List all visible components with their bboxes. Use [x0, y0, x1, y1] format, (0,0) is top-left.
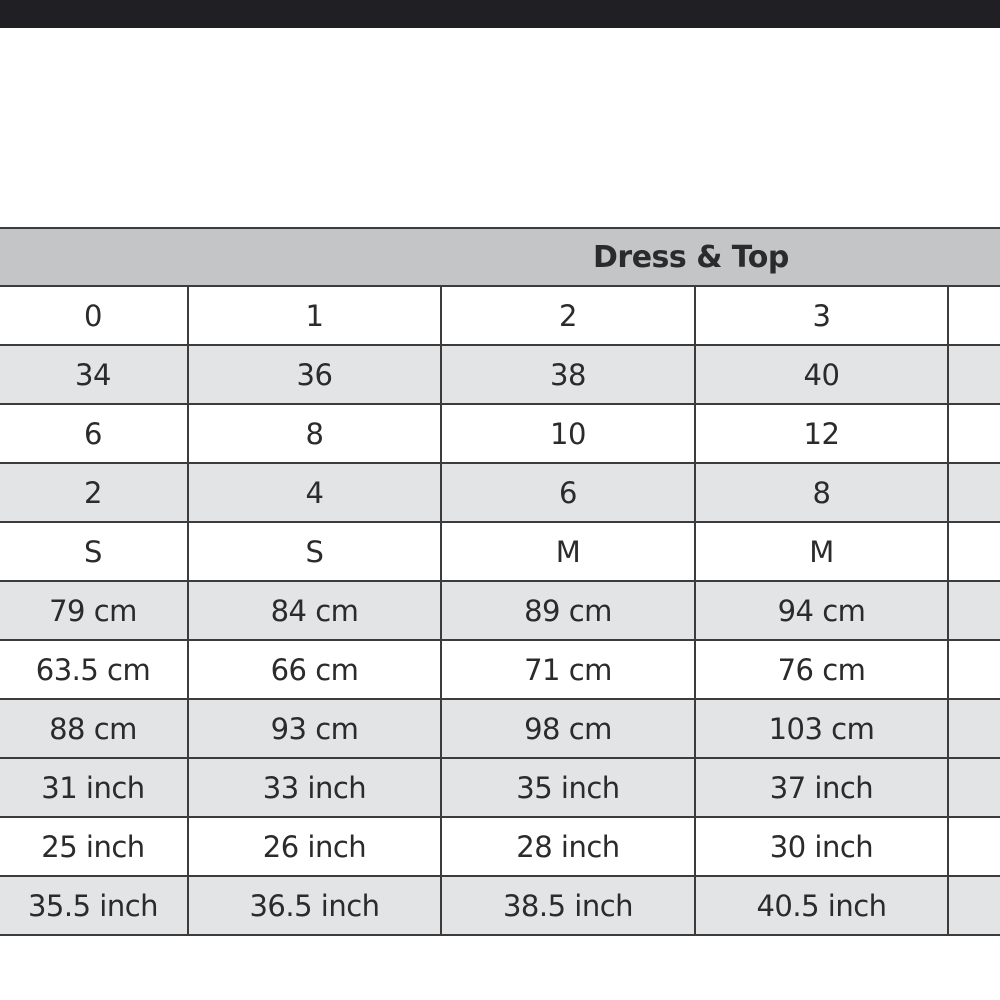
table-cell: 76 cm — [695, 640, 948, 699]
table-header-dress-top: Dress & Top — [0, 228, 1000, 286]
table-cell: M — [441, 522, 695, 581]
table-cell: 88 cm — [0, 699, 188, 758]
table-cell: 3 — [695, 286, 948, 345]
table-cell: 0 — [0, 286, 188, 345]
table-cell: 8 — [695, 463, 948, 522]
table-cell: 36 — [188, 345, 441, 404]
table-cell: 35.5 inch — [0, 876, 188, 935]
table-cell: 2 — [0, 463, 188, 522]
table-cell: S — [188, 522, 441, 581]
table-cell — [948, 758, 1000, 817]
table-cell: 34 — [0, 345, 188, 404]
table-cell: 40.5 inch — [695, 876, 948, 935]
table-cell: 40 — [695, 345, 948, 404]
table-cell: 30 inch — [695, 817, 948, 876]
table-cell: 4 — [188, 463, 441, 522]
table-cell: 93 cm — [188, 699, 441, 758]
table-cell: 98 cm — [441, 699, 695, 758]
table-cell: 6 — [0, 404, 188, 463]
table-cell: 31 inch — [0, 758, 188, 817]
table-row — [0, 345, 1000, 404]
table-row — [0, 876, 1000, 935]
table-row — [0, 522, 1000, 581]
table-cell: 8 — [188, 404, 441, 463]
table-cell: 25 inch — [0, 817, 188, 876]
table-cell: 103 cm — [695, 699, 948, 758]
table-row — [0, 581, 1000, 640]
table-cell: 38.5 inch — [441, 876, 695, 935]
table-cell: 33 inch — [188, 758, 441, 817]
table-cell: 84 cm — [188, 581, 441, 640]
table-cell: 63.5 cm — [0, 640, 188, 699]
table-cell: 71 cm — [441, 640, 695, 699]
table-cell — [948, 640, 1000, 699]
table-cell — [948, 581, 1000, 640]
table-cell — [948, 876, 1000, 935]
table-cell: 10 — [441, 404, 695, 463]
table-cell — [948, 522, 1000, 581]
table-cell: 6 — [441, 463, 695, 522]
table-cell: 38 — [441, 345, 695, 404]
table-cell: M — [695, 522, 948, 581]
table-cell — [948, 345, 1000, 404]
size-table — [0, 227, 1000, 936]
table-cell: 1 — [188, 286, 441, 345]
table-cell: 28 inch — [441, 817, 695, 876]
table-row — [0, 286, 1000, 345]
table-cell: 35 inch — [441, 758, 695, 817]
table-cell — [948, 404, 1000, 463]
table-cell: 94 cm — [695, 581, 948, 640]
table-cell: 79 cm — [0, 581, 188, 640]
table-cell — [948, 463, 1000, 522]
table-row — [0, 699, 1000, 758]
table-cell — [948, 817, 1000, 876]
table-cell — [948, 286, 1000, 345]
table-row — [0, 463, 1000, 522]
table-row — [0, 404, 1000, 463]
table-row — [0, 817, 1000, 876]
table-cell: 89 cm — [441, 581, 695, 640]
size-chart — [0, 227, 1000, 936]
table-cell: 66 cm — [188, 640, 441, 699]
table-row — [0, 640, 1000, 699]
table-cell: S — [0, 522, 188, 581]
table-cell: 12 — [695, 404, 948, 463]
table-cell: 36.5 inch — [188, 876, 441, 935]
table-cell: 26 inch — [188, 817, 441, 876]
table-cell: 2 — [441, 286, 695, 345]
top-bar — [0, 0, 1000, 28]
table-row — [0, 758, 1000, 817]
table-cell: 37 inch — [695, 758, 948, 817]
table-cell — [948, 699, 1000, 758]
table-body — [0, 286, 1000, 935]
